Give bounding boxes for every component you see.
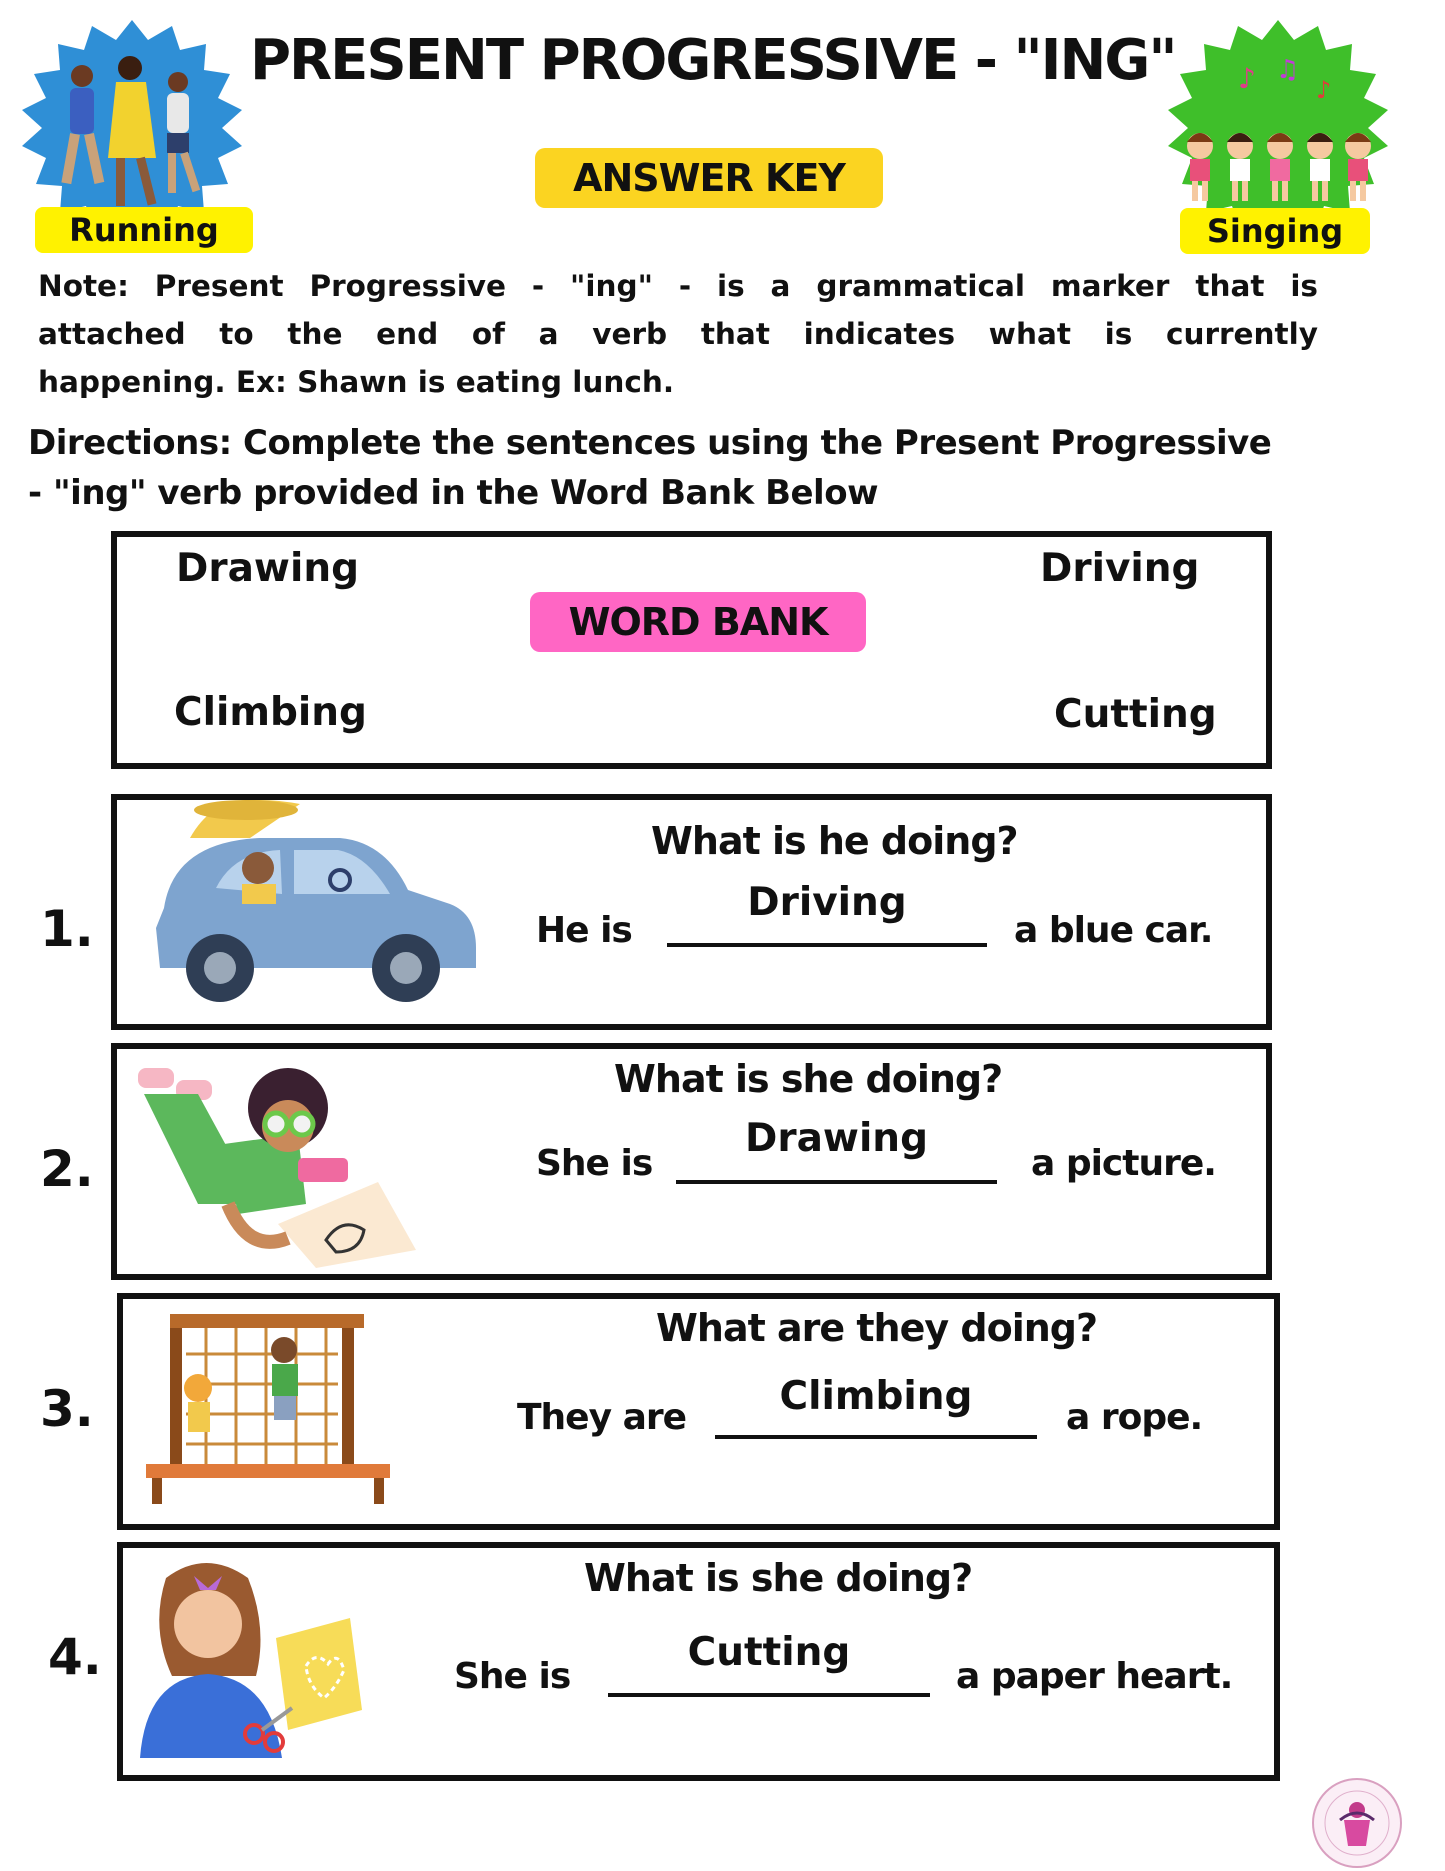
item-number: 2. xyxy=(40,1140,94,1198)
word-bank-word: Drawing xyxy=(176,546,360,591)
sentence-ending: a rope. xyxy=(1066,1397,1203,1438)
answer-line xyxy=(608,1693,930,1697)
svg-text:♫: ♫ xyxy=(1276,55,1300,85)
running-badge: Running xyxy=(35,207,253,253)
word-bank-word: Driving xyxy=(1040,546,1200,591)
answer-text: Driving xyxy=(747,880,907,925)
children-climbing-illustration xyxy=(146,1314,390,1504)
svg-text:♪: ♪ xyxy=(1316,76,1332,104)
question: What is she doing? xyxy=(614,1057,1003,1101)
answer-line xyxy=(715,1435,1037,1439)
question: What is he doing? xyxy=(651,819,1018,863)
page-title: PRESENT PROGRESSIVE - "ING" xyxy=(250,28,1176,93)
answer-text: Drawing xyxy=(744,1116,928,1161)
answer-key-label: ANSWER KEY xyxy=(535,148,883,208)
word-bank-word: Cutting xyxy=(1054,692,1217,737)
question: What is she doing? xyxy=(584,1556,973,1600)
svg-text:♪: ♪ xyxy=(1238,62,1256,95)
word-bank-word: Climbing xyxy=(174,690,367,735)
singing-children-illustration xyxy=(1158,18,1398,228)
running-people-illustration xyxy=(12,18,252,228)
sentence-ending: a paper heart. xyxy=(956,1656,1233,1697)
sentence-subject: She is xyxy=(454,1656,571,1697)
note-line: attached to the end of a verb that indicates what is currently xyxy=(38,317,1318,351)
singing-badge: Singing xyxy=(1180,208,1370,254)
answer-line xyxy=(676,1180,997,1184)
item-number: 1. xyxy=(40,900,94,958)
note-line: happening. Ex: Shawn is eating lunch. xyxy=(38,365,675,399)
sentence-subject: He is xyxy=(536,910,632,951)
sentence-subject: They are xyxy=(517,1397,687,1438)
note-line: Note: Present Progressive - "ing" - is a grammatical marker that is xyxy=(38,269,1318,303)
directions-line: Directions: Complete the sentences using the Present Progressive xyxy=(28,423,1272,463)
sentence-subject: She is xyxy=(536,1143,653,1184)
item-number: 3. xyxy=(40,1380,94,1438)
directions-line: - "ing" verb provided in the Word Bank Below xyxy=(28,473,878,513)
answer-text: Cutting xyxy=(687,1630,851,1675)
car-driver-illustration xyxy=(150,798,485,1006)
answer-line xyxy=(667,943,987,947)
girl-drawing-illustration xyxy=(128,1054,418,1270)
directions xyxy=(28,418,1338,518)
girl-cutting-paper-illustration xyxy=(136,1558,368,1758)
note-paragraph xyxy=(38,262,1318,406)
question: What are they doing? xyxy=(656,1306,1098,1350)
sentence-ending: a picture. xyxy=(1031,1143,1216,1184)
sentence-ending: a blue car. xyxy=(1014,910,1213,951)
answer-text: Climbing xyxy=(779,1374,973,1419)
publisher-seal-logo xyxy=(1310,1776,1404,1870)
item-number: 4. xyxy=(48,1628,102,1686)
word-bank-title: WORD BANK xyxy=(530,592,866,652)
